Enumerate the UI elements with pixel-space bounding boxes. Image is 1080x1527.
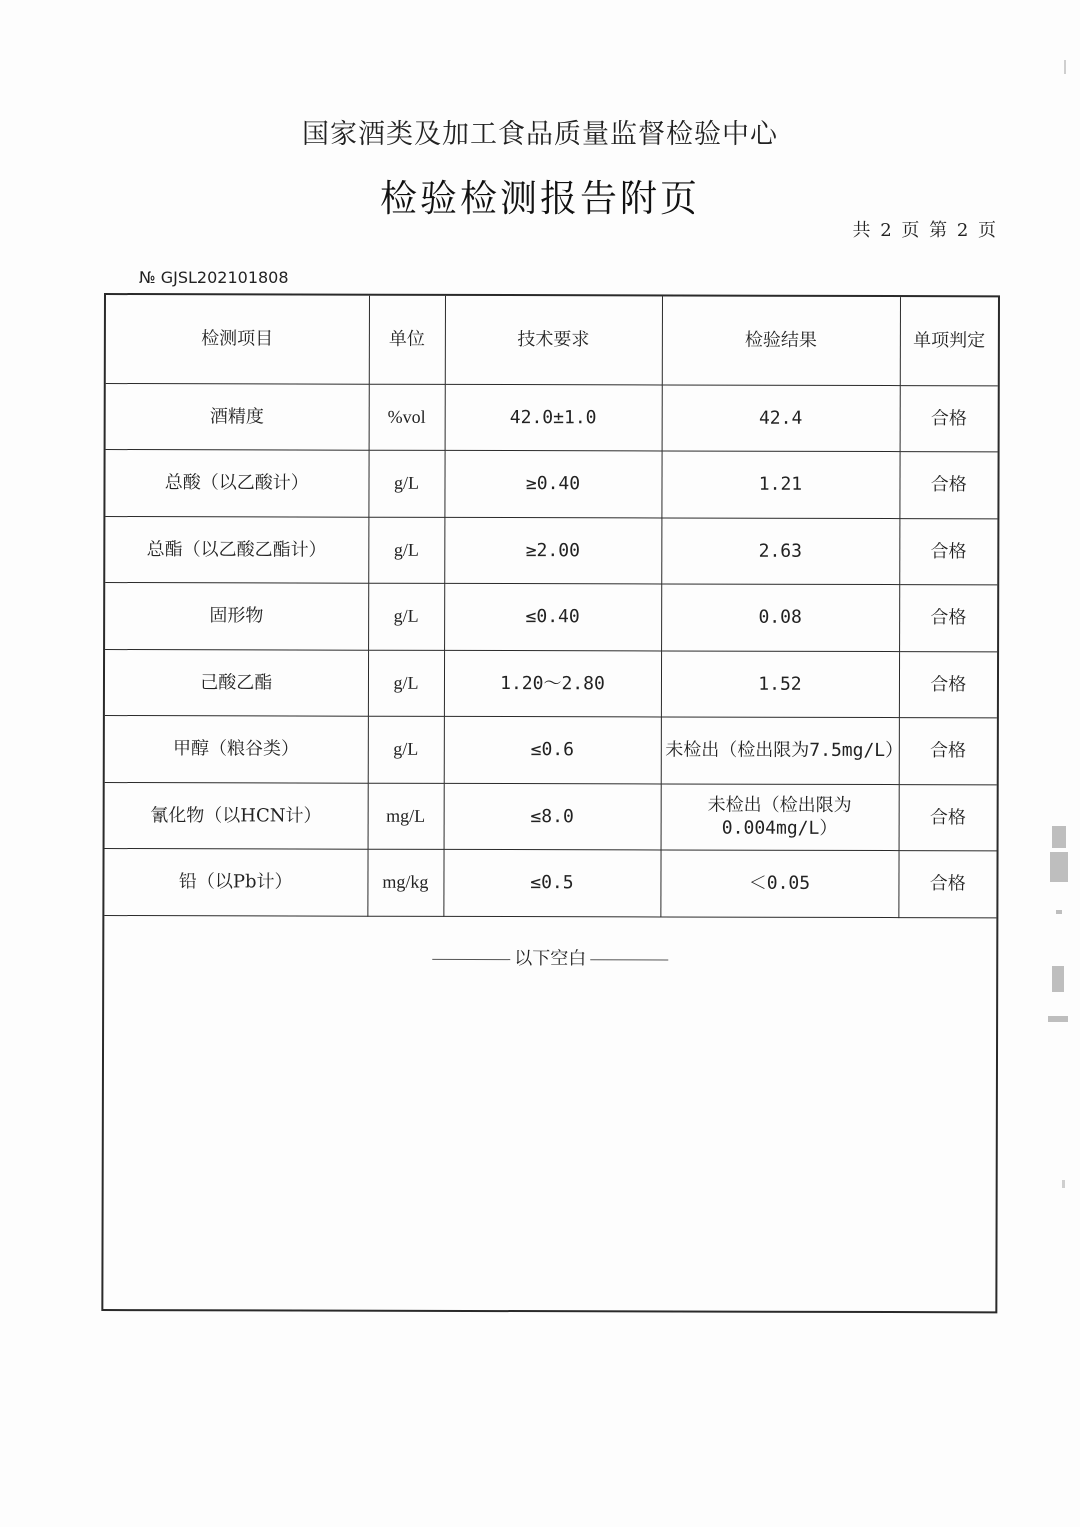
column-header-verdict: 单项判定 <box>900 297 998 385</box>
cell-verdict: 合格 <box>899 784 997 851</box>
cell-unit: mg/kg <box>367 849 443 916</box>
table-row <box>105 716 997 785</box>
partial-seal-stamp <box>1046 826 1072 1038</box>
cell-verdict: 合格 <box>898 851 996 918</box>
report-title: 检验检测报告附页 <box>380 177 700 220</box>
column-header-unit: 单位 <box>369 296 445 384</box>
organization-name: 国家酒类及加工食品质量监督检验中心 <box>302 119 778 150</box>
results-table <box>104 295 998 918</box>
cell-verdict: 合格 <box>899 518 997 585</box>
cell-item: 铅（以Pb计） <box>104 849 367 916</box>
cell-unit: g/L <box>368 450 444 517</box>
cell-item: 己酸乙酯 <box>105 649 368 716</box>
cell-item: 甲醇（粮谷类） <box>105 716 368 783</box>
table-row <box>104 849 996 918</box>
cell-item: 总酸（以乙酸计） <box>105 450 368 517</box>
cell-unit: g/L <box>368 517 444 584</box>
cell-unit: g/L <box>368 650 444 717</box>
cell-unit: g/L <box>368 716 444 783</box>
column-header-item: 检测项目 <box>106 295 369 384</box>
blank-below-note <box>104 943 996 971</box>
cell-unit: g/L <box>368 583 444 650</box>
cell-verdict: 合格 <box>899 718 997 785</box>
cell-result: 未检出（检出限为7.5mg/L） <box>661 717 899 784</box>
cell-requirement: ≥0.40 <box>444 450 661 517</box>
cell-verdict: 合格 <box>899 452 997 519</box>
right-dash-line <box>590 959 668 960</box>
cell-item: 总酯（以乙酸乙酯计） <box>105 516 368 583</box>
column-header-result: 检验结果 <box>662 296 900 385</box>
page-info: 共 2 页 第 2 页 <box>852 220 998 241</box>
results-frame <box>101 293 1000 1313</box>
table-row <box>105 450 997 519</box>
report-number: № GJSL202101808 <box>139 268 289 287</box>
cell-requirement: ≤8.0 <box>444 783 661 850</box>
cell-item: 酒精度 <box>106 383 369 450</box>
cell-verdict: 合格 <box>899 651 997 718</box>
cell-result: 2.63 <box>661 517 899 584</box>
cell-item: 固形物 <box>105 583 368 650</box>
left-dash-line <box>432 958 510 959</box>
cell-requirement: ≤0.6 <box>444 716 661 783</box>
cell-requirement: ≥2.00 <box>444 517 661 584</box>
cell-unit: mg/L <box>368 783 444 850</box>
table-row <box>105 782 997 851</box>
cell-requirement: 42.0±1.0 <box>445 384 662 451</box>
cell-result: 1.52 <box>661 650 899 717</box>
cell-result: 未检出（检出限为0.004mg/L） <box>661 783 899 850</box>
cell-result: ＜0.05 <box>660 850 898 917</box>
cell-result: 1.21 <box>661 451 899 518</box>
cell-requirement: 1.20～2.80 <box>444 650 661 717</box>
cell-result: 0.08 <box>661 584 899 651</box>
cell-requirement: ≤0.40 <box>444 583 661 650</box>
column-header-requirement: 技术要求 <box>445 296 662 385</box>
cell-requirement: ≤0.5 <box>443 849 660 916</box>
table-row <box>105 649 997 718</box>
cell-unit: %vol <box>369 384 445 451</box>
table-row <box>105 583 997 652</box>
table-row <box>105 516 997 585</box>
cell-verdict: 合格 <box>900 385 998 452</box>
blank-below-label: 以下空白 <box>514 948 587 970</box>
table-header-row <box>106 295 998 385</box>
cell-result: 42.4 <box>662 384 900 451</box>
scan-edge-mark <box>1062 1180 1065 1188</box>
cell-verdict: 合格 <box>899 585 997 652</box>
scan-edge-mark <box>1064 60 1066 74</box>
cell-item: 氰化物（以HCN计） <box>105 782 368 849</box>
table-row <box>106 383 998 452</box>
